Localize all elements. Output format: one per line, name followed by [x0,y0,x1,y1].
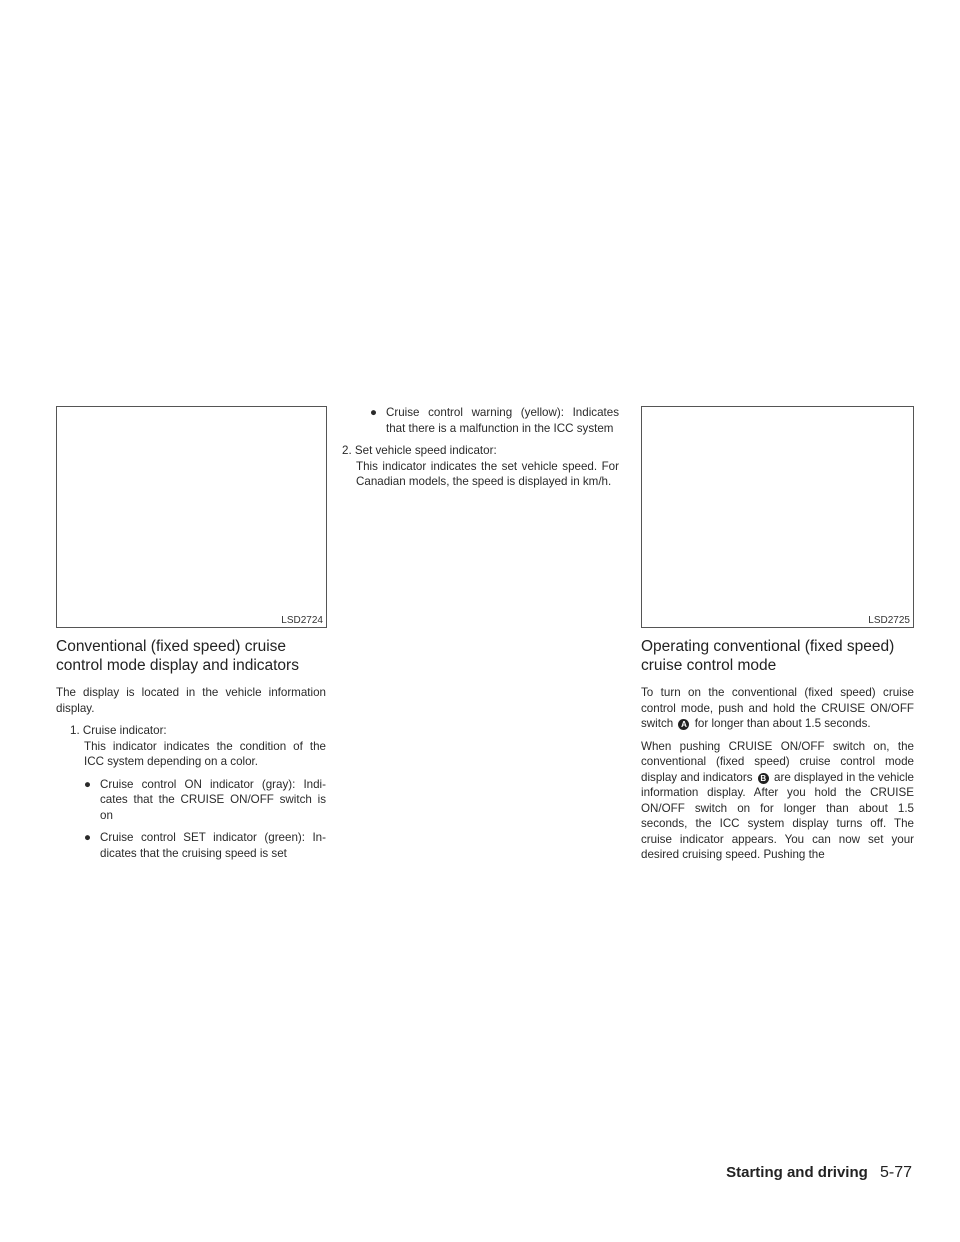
paragraph [641,685,914,732]
list-item-text: This indicator indicates the set vehicle speed. For Canadian models, the speed is displayed in km/h. [356,459,619,488]
list-item-text: This indicator indicates the condition of the ICC system depending on a color. [84,739,326,768]
bullet-icon: ● [370,406,378,419]
bullet-icon: ● [84,777,92,791]
right-column [641,637,914,870]
intro-paragraph: The display is located in the vehicle information display. [56,686,326,715]
paragraph-text: are displayed in the vehicle information display. After you hold the CRUISE ON/OFF switch on for longer than about 1.5 seconds, the ICC system display turns off. The cruise indicator appears. You can now set your desired cruising speed. Pushing the [641,770,914,861]
paragraph-text: When pushing CRUISE ON/OFF switch on, the conventional (fixed speed) cruise control mode display and indicators [641,739,914,784]
page-number: 5-77 [879,1164,912,1181]
footer-section-title: Starting and driving [726,1164,868,1181]
bullet-text: Cruise control warning (yellow): Indicates that there is a malfunction in the ICC system [386,406,619,435]
figure-label: LSD2724 [281,615,323,626]
paragraph [641,739,914,863]
bullet-item [370,405,619,436]
figure-lsd2724 [56,406,327,628]
callout-marker-a: A [678,719,689,730]
paragraph-text: for longer than about 1.5 seconds. [694,717,871,730]
middle-column [342,405,619,490]
bullet-item [84,830,326,861]
list-item-heading: 2. Set vehicle speed indicator: [342,444,497,457]
bullet-item [84,777,326,824]
callout-marker-b: B [758,773,769,784]
section-heading: Operating conventional (fixed speed) cruise control mode [641,638,895,674]
page-footer [726,1164,912,1182]
list-item-heading: 1. Cruise indicator: [70,724,167,737]
figure-lsd2725 [641,406,914,628]
list-item-set-speed-indicator [342,443,619,490]
figure-label: LSD2725 [868,615,910,626]
bullet-text: Cruise control ON indicator (gray): Indi- cates that the CRUISE ON/OFF switch is on [100,777,326,822]
left-column [56,637,326,861]
bullet-text: Cruise control SET indicator (green): In- dicates that the cruising speed is set [100,831,326,860]
section-heading: Conventional (fixed speed) cruise control mode display and indicators [56,638,299,674]
paragraph-text: To turn on the conventional (fixed speed) cruise control mode, push and hold the CRUISE ON/OFF switch [641,686,914,730]
bullet-icon: ● [84,831,92,844]
list-item-cruise-indicator [70,723,326,861]
